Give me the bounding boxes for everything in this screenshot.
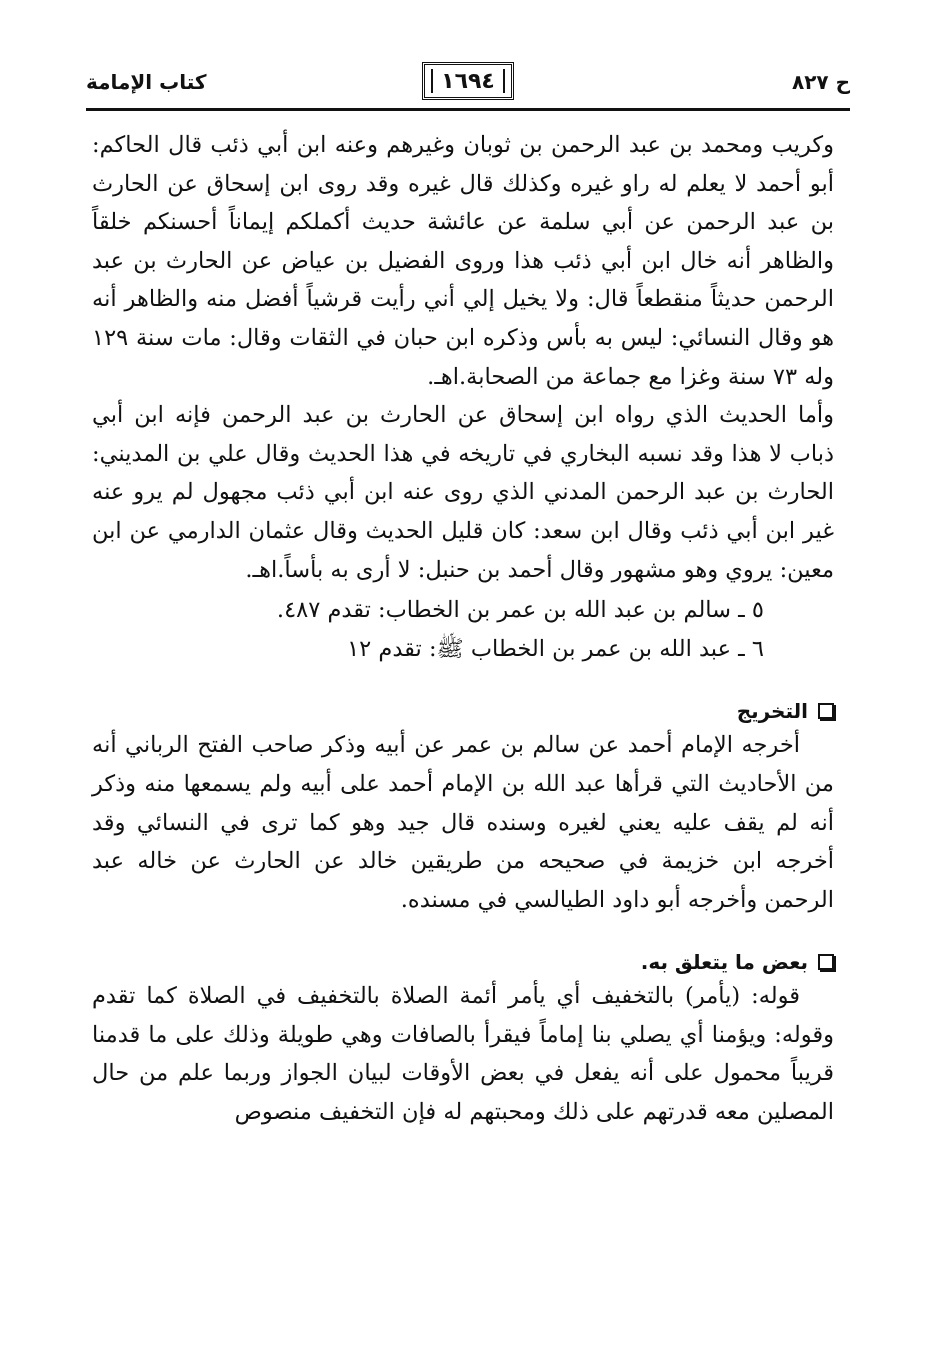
page-number: ١٦٩٤	[422, 62, 514, 100]
narrator-paragraph: وكريب ومحمد بن عبد الرحمن بن ثوبان وغيرهم وعنه ابن أبي ذئب قال الحاكم: أبو أحمد لا يعلم له راو غيره وكذلك قال غيره وقد روى ابن إسحاق عن الحارث بن عبد الرحمن عن أبي سلمة عن عائشة حديث أكملكم إيماناً أحسنكم خلقاً والظاهر أنه خال ابن أبي ذئب هذا وروى الفضيل بن عياض عن الحارث بن عبد الرحمن حديثاً منقطعاً قال: ولا يخيل إلي أني رأيت قرشياً أفضل منه والظاهر أنه هو وقال النسائي: ليس به بأس وذكره ابن حبان في الثقات وقال: مات سنة ١٢٩ وله ٧٣ سنة وغزا مع جماعة من الصحابة.اهـ.	[92, 132, 834, 390]
related-heading	[92, 947, 834, 977]
book-section-title: كتاب الإمامة	[86, 70, 207, 94]
takhrij-paragraph: أخرجه الإمام أحمد عن سالم بن عمر عن أبيه وذكر صاحب الفتح الرباني أنه من الأحاديث التي قرأها عبد الله بن الإمام أحمد على أبيه ولم يسمعها منه وذكر أنه لم يقف عليه يعني لغيره وسنده قال جيد وهو كما ترى في النسائي وقد أخرجه ابن خزيمة في صحيحه من طريقين خالد عن الحارث عن خاله عبد الرحمن وأخرجه أبو داود الطيالسي في مسنده.	[92, 732, 834, 913]
narrator-item-6: ٦ ـ عبد الله بن عمر بن الخطاب ﷺ: تقدم ١٢	[347, 635, 764, 662]
takhrij-heading-text: التخريج	[736, 699, 808, 724]
related-heading-text: بعض ما يتعلق به.	[640, 950, 808, 975]
hadith-paragraph: وأما الحديث الذي رواه ابن إسحاق عن الحارث بن عبد الرحمن فإنه ابن أبي ذباب لا هذا وقد نسبه البخاري في تاريخه في هذا الحديث وقال علي بن المديني: الحارث بن عبد الرحمن المدني الذي روى عنه ابن أبي ذئب مجهول لم يرو عنه غير ابن أبي ذئب وقال ابن سعد: كان قليل الحديث وقال عثمان الدارمي عن ابن معين: يروي وهو مشهور وقال أحمد بن حنبل: لا أرى به بأساً.اهـ.	[92, 402, 834, 583]
header-divider	[86, 108, 850, 111]
page-header	[86, 62, 850, 108]
checkbox-square-icon	[818, 703, 834, 719]
page-content	[92, 126, 834, 1132]
related-paragraph: قوله: (يأمر) بالتخفيف أي يأمر أئمة الصلاة بالتخفيف في الصلاة كما تقدم وقوله: ويؤمنا أي يصلي بنا إماماً فيقرأ بالصافات وهي طويلة وذلك على ما قدمنا قريباً محمول على أنه يفعل في بعض الأوقات لبيان الجواز وربما علم من حال المصلين معه قدرتهم على ذلك ومحبتهم له فإن التخفيف منصوص	[92, 983, 834, 1126]
checkbox-square-icon	[818, 954, 834, 970]
narrator-item-5: ٥ ـ سالم بن عبد الله بن عمر بن الخطاب: تقدم ٤٨٧.	[276, 597, 764, 624]
hadith-reference: ح ٨٢٧	[791, 70, 850, 94]
takhrij-heading	[92, 696, 834, 726]
